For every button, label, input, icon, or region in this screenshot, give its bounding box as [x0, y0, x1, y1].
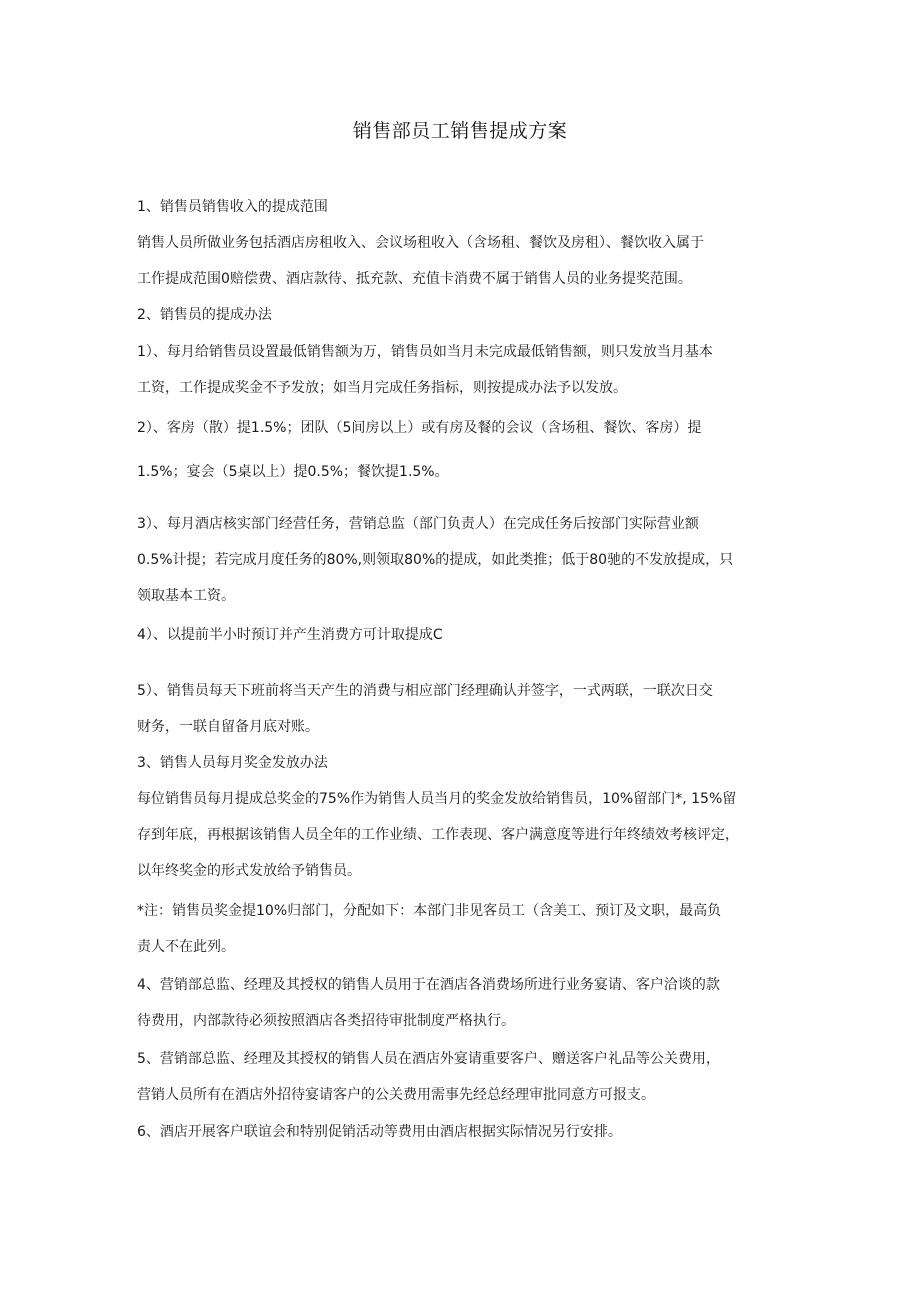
- document-title: 销售部员工销售提成方案: [352, 120, 568, 142]
- text-line: 5）、销售员每天下班前将当天产生的消费与相应部门经理确认并签字，一式两联，一联次日交: [137, 683, 713, 699]
- text-line: 营销人员所有在酒店外招待宴请客户的公关费用需事先经总经理审批同意方可报支。: [137, 1087, 655, 1103]
- section-heading-1: [137, 189, 787, 225]
- text-line: 每位销售员每月提成总奖金的75%作为销售人员当月的奖金发放给销售员，10%留部门*, 15%留: [137, 791, 737, 807]
- text-line: 领取基本工资。: [137, 588, 235, 604]
- paragraph-rule-1: [137, 334, 787, 406]
- section-item-6: [137, 1114, 787, 1150]
- text-line: 财务，一联自留备月底对账。: [137, 719, 319, 735]
- section-heading-2: [137, 297, 787, 333]
- paragraph-bonus: [137, 781, 787, 889]
- paragraph-rule-2-cont: [137, 454, 787, 490]
- paragraph-rule-2: [137, 410, 787, 446]
- text-line: 工作提成范围0赔偿费、酒店款待、抵充款、充值卡消费不属于销售人员的业务提奖范围。: [137, 271, 692, 287]
- paragraph-rule-4: [137, 617, 787, 653]
- section-item-4: [137, 967, 787, 1039]
- text-line: 3、销售人员每月奖金发放办法: [137, 755, 328, 771]
- paragraph-rule-5: [137, 673, 787, 745]
- text-line: 1）、每月给销售员设置最低销售额为万，销售员如当月未完成最低销售额，则只发放当月基本: [137, 344, 713, 360]
- text-line: 待费用，内部款待必须按照酒店各类招待审批制度严格执行。: [137, 1013, 515, 1029]
- text-line: 销售人员所做业务包括酒店房租收入、会议场租收入（含场租、餐饮及房租）、餐饮收入属于: [137, 235, 704, 251]
- paragraph-rule-3: [137, 506, 787, 614]
- text-line: 1、销售员销售收入的提成范围: [137, 199, 328, 215]
- text-line: 1.5%；宴会（5桌以上）提0.5%；餐饮提1.5%。: [137, 464, 449, 480]
- text-line: 存到年底，再根据该销售人员全年的工作业绩、工作表现、客户满意度等进行年终绩效考核评定，: [137, 827, 739, 843]
- text-line: 0.5%计提；若完成月度任务的80%,则领取80%的提成，如此类推；低于80驰的不发放提成，只: [137, 552, 734, 568]
- text-line: 5、营销部总监、经理及其授权的销售人员在酒店外宴请重要客户、赠送客户礼品等公关费用，: [137, 1051, 720, 1067]
- paragraph-scope: [137, 225, 787, 297]
- text-line: 4、营销部总监、经理及其授权的销售人员用于在酒店各消费场所进行业务宴请、客户洽谈的款: [137, 977, 720, 993]
- section-heading-3: [137, 745, 787, 781]
- paragraph-note: [137, 893, 787, 965]
- text-line: 工资，工作提成奖金不予发放；如当月完成任务指标，则按提成办法予以发放。: [137, 380, 627, 396]
- text-line: 4）、以提前半小时预订并产生消费方可计取提成C: [137, 627, 443, 643]
- text-line: 3）、每月酒店核实部门经营任务，营销总监（部门负责人）在完成任务后按部门实际营业额: [137, 516, 699, 532]
- text-line: *注：销售员奖金提10%归部门，分配如下：本部门非见客员工（含美工、预订及文职，最高负: [137, 903, 722, 919]
- text-line: 2、销售员的提成办法: [137, 307, 272, 323]
- section-item-5: [137, 1041, 787, 1113]
- text-line: 责人不在此列。: [137, 939, 235, 955]
- text-line: 2）、客房（散）提1.5%；团队（5间房以上）或有房及餐的会议（含场租、餐饮、客房）提: [137, 420, 702, 436]
- text-line: 以年终奖金的形式发放给予销售员。: [137, 863, 361, 879]
- text-line: 6、酒店开展客户联谊会和特别促销活动等费用由酒店根据实际情况另行安排。: [137, 1124, 622, 1140]
